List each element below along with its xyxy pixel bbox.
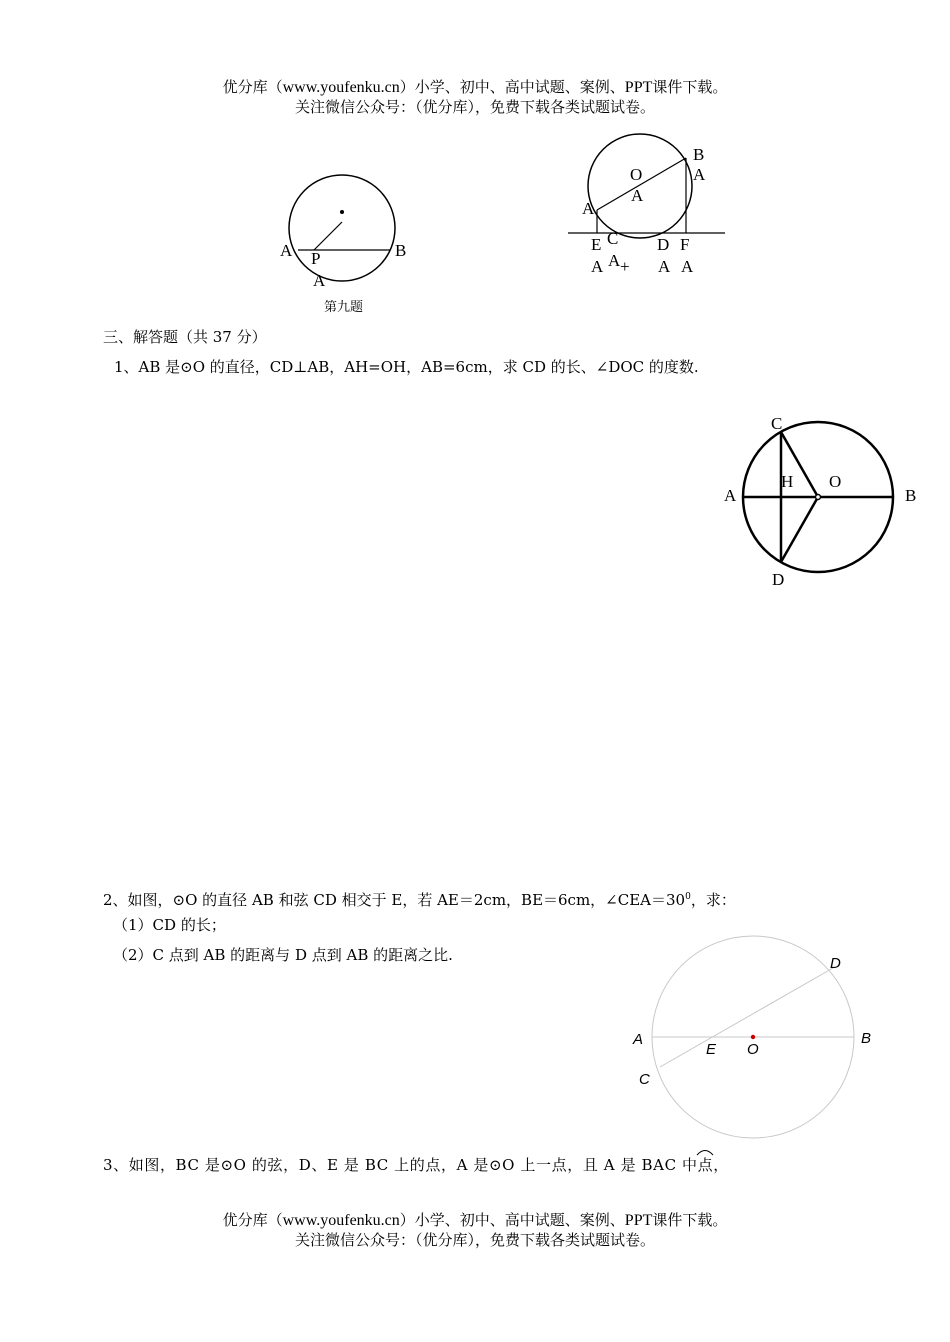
q2-label-a: A bbox=[633, 1031, 644, 1048]
q1-label-b: B bbox=[905, 486, 917, 505]
question-2-text: 2、如图，⊙O 的直径 AB 和弦 CD 相交于 E，若 AE＝2cm，BE＝6cm，∠CEA＝30 bbox=[103, 891, 686, 909]
fig9-center bbox=[340, 210, 344, 214]
footer-ppt: PPT bbox=[624, 1212, 653, 1229]
fig9-caption: 第九题 bbox=[324, 300, 364, 315]
fig10-label-o: O bbox=[630, 165, 643, 184]
question-3: 3、如图，BC 是⊙O 的弦，D、E 是 BC 上的点，A 是⊙O 上一点，且 A 是 BAC 中点， bbox=[103, 1156, 729, 1174]
section-heading: 三、解答题（共 37 分） bbox=[103, 328, 267, 346]
footer-line-1 bbox=[0, 1211, 950, 1230]
q2-label-e: E bbox=[706, 1041, 717, 1058]
footer-site: www.youfenku.cn bbox=[282, 1212, 400, 1229]
header-line-2: 关注微信公众号：（优分库），免费下载各类试题试卷。 bbox=[294, 98, 655, 116]
q2-label-c: C bbox=[639, 1071, 650, 1088]
figure-10 bbox=[568, 134, 725, 276]
figure-q1 bbox=[724, 414, 916, 589]
fig10-label-a-b4: A bbox=[681, 257, 694, 276]
question-2-part-2: （2）C 点到 AB 的距离与 D 点到 AB 的距离之比. bbox=[113, 946, 453, 964]
q1-label-d: D bbox=[772, 570, 785, 589]
footer-text: ）小学、初中、高中试题、案例、 bbox=[399, 1211, 625, 1229]
fig9-radius bbox=[314, 222, 342, 250]
fig10-label-e: E bbox=[591, 235, 602, 254]
footer-text: 课件下载。 bbox=[652, 1211, 728, 1229]
fig10-label-a-b1: A bbox=[591, 257, 604, 276]
q1-label-a: A bbox=[724, 486, 737, 505]
footer-text: 优分库（ bbox=[222, 1211, 283, 1229]
q1-label-h: H bbox=[781, 472, 794, 491]
degree-superscript: 0 bbox=[685, 892, 691, 902]
q2-label-o: O bbox=[747, 1041, 759, 1058]
fig10-label-c: C bbox=[607, 229, 619, 248]
question-2-part-1: （1）CD 的长； bbox=[113, 916, 226, 934]
q1-radius-od bbox=[781, 497, 818, 562]
q1-center bbox=[816, 495, 821, 500]
header-ppt: PPT bbox=[624, 79, 653, 96]
header-text: ）小学、初中、高中试题、案例、 bbox=[399, 78, 625, 96]
fig9-label-p: P bbox=[311, 249, 321, 268]
q2-label-d: D bbox=[830, 955, 841, 972]
q2-label-b: B bbox=[861, 1030, 872, 1047]
fig10-label-a-mid: A bbox=[631, 186, 644, 205]
question-2-end: ，求： bbox=[690, 891, 736, 909]
header-text: 优分库（ bbox=[222, 78, 283, 96]
header-site: www.youfenku.cn bbox=[282, 79, 400, 96]
fig10-label-d: D bbox=[657, 235, 670, 254]
fig9-label-b: B bbox=[395, 241, 407, 260]
q2-center bbox=[751, 1035, 755, 1039]
figure-9 bbox=[280, 175, 406, 315]
figure-q2 bbox=[632, 936, 871, 1138]
fig10-label-b: B bbox=[693, 145, 705, 164]
fig9-label-a2: A bbox=[313, 271, 326, 290]
q1-label-c: C bbox=[771, 414, 783, 433]
question-2 bbox=[103, 887, 736, 910]
question-1: 1、AB 是⊙O 的直径，CD⊥AB，AH=OH，AB=6cm，求 CD 的长、∠DOC 的度数. bbox=[114, 358, 699, 376]
fig10-label-f: F bbox=[680, 235, 690, 254]
footer-line-2: 关注微信公众号：（优分库），免费下载各类试题试卷。 bbox=[294, 1231, 655, 1249]
fig10-label-a-b3: A bbox=[658, 257, 671, 276]
q1-label-o: O bbox=[829, 472, 842, 491]
fig10-label-a-left: A bbox=[582, 199, 595, 218]
fig9-circle bbox=[289, 175, 395, 281]
fig10-label-plus: + bbox=[620, 257, 630, 276]
fig9-label-a: A bbox=[280, 241, 293, 260]
fig10-label-a-b2: A bbox=[608, 251, 621, 270]
header-text: 课件下载。 bbox=[652, 78, 728, 96]
fig10-label-a-right: A bbox=[693, 165, 706, 184]
